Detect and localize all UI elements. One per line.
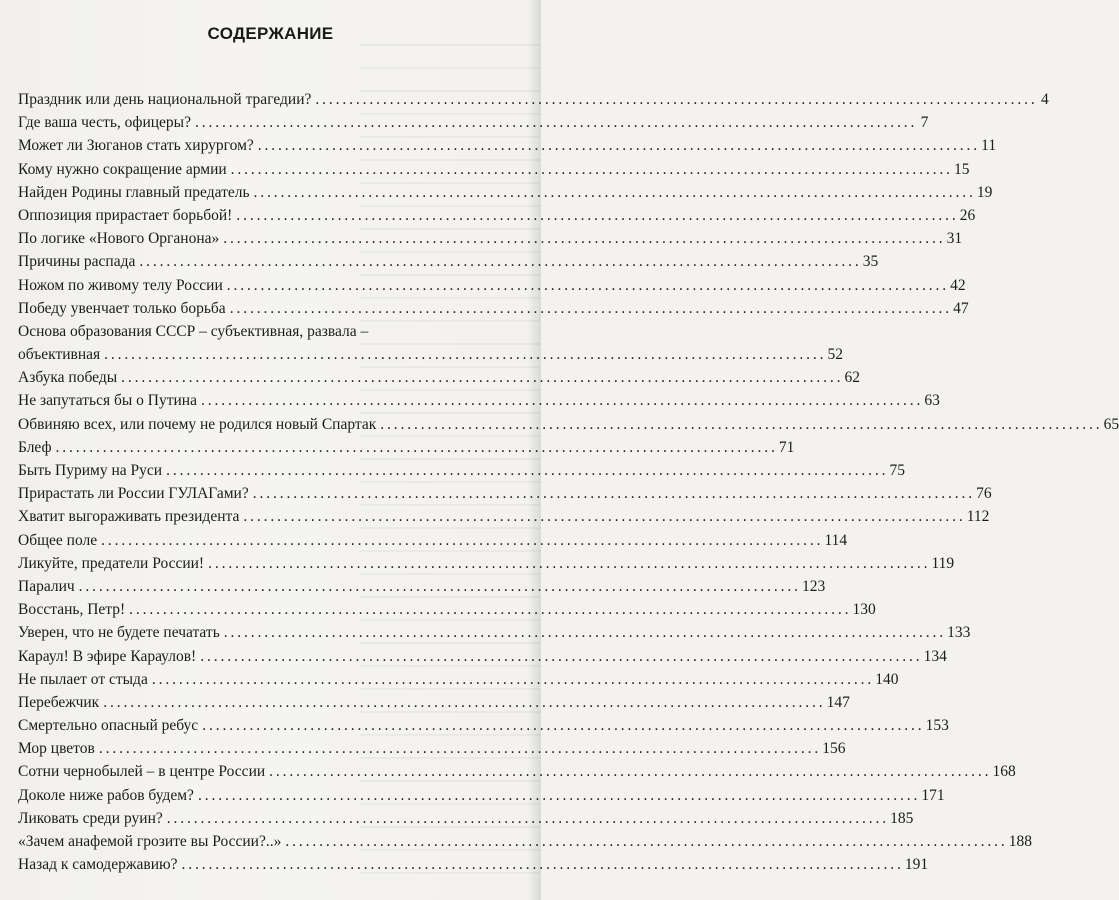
toc-entry-title: Может ли Зюганов стать хирургом? [18, 137, 254, 155]
toc-entry-page: 47 [953, 299, 969, 317]
toc-entry-page: 114 [824, 531, 848, 549]
toc-entry [18, 714, 949, 737]
toc-entry [18, 413, 1119, 436]
toc-entry-page: 42 [950, 276, 966, 294]
toc-entry-title: Паралич [18, 577, 75, 595]
toc-entry [18, 227, 963, 250]
toc-entry-title: Где ваша честь, офицеры? [18, 114, 191, 132]
toc-entry-title: Назад к самодержавию? [18, 856, 178, 874]
toc-entry-title: Быть Пуриму на Руси [18, 462, 163, 480]
toc-entry-title: Смертельно опасный ребус [18, 717, 199, 735]
toc-entry-page: 15 [954, 160, 970, 178]
dot-leader [104, 343, 823, 366]
toc-entry-page: 185 [890, 809, 914, 827]
toc-entry-page: 71 [778, 438, 795, 456]
toc-entry [18, 250, 879, 273]
dot-leader [285, 830, 1004, 853]
toc-entry [18, 691, 850, 714]
dot-leader [121, 366, 840, 389]
toc-entry-title: Перебежчик [18, 693, 100, 711]
toc-entry-title: Не запутаться бы о Путина [18, 392, 197, 410]
toc-entry-page: 65 [1103, 415, 1119, 433]
dot-leader [167, 807, 886, 830]
toc-entry-title: Основа образования СССР – субъективная, развала – [18, 322, 369, 340]
toc-entry-title: Оппозиция прирастает борьбой! [18, 206, 233, 224]
toc-entry-title: Ликуйте, предатели России! [18, 554, 205, 572]
toc-entry-title: Общее поле [18, 531, 98, 549]
dot-leader [269, 760, 988, 783]
toc-entry [18, 134, 997, 157]
dot-leader [202, 714, 921, 737]
toc-entry-title-continued: объективная [18, 346, 101, 364]
toc-entry [18, 181, 993, 204]
toc-entry [18, 204, 976, 227]
toc-entry-title: По логике «Нового Органона» [18, 230, 220, 248]
dot-leader [254, 181, 973, 204]
toc-entry-page: 52 [827, 346, 844, 364]
toc-entry-page: 130 [852, 601, 876, 619]
dot-leader [200, 645, 919, 668]
toc-entry [18, 807, 914, 830]
dot-leader [224, 621, 943, 644]
toc-entry-title: Кому нужно сокращение армии [18, 160, 227, 178]
toc-entry [18, 598, 876, 621]
toc-entry [18, 529, 848, 552]
dot-leader [129, 598, 848, 621]
dot-leader [258, 134, 977, 157]
toc-entry-page: 140 [875, 670, 899, 688]
toc-entry [18, 436, 795, 459]
toc-entry-second-line [18, 343, 843, 366]
dot-leader [152, 668, 871, 691]
dot-leader [253, 482, 972, 505]
toc-entry-page: 11 [981, 137, 997, 155]
toc-entry [18, 389, 940, 412]
toc-entry-page: 75 [889, 462, 905, 480]
toc-entry [18, 853, 929, 876]
toc-entry [18, 760, 1016, 783]
toc-entry [18, 320, 844, 366]
toc-entry [18, 668, 899, 691]
toc-entry [18, 459, 905, 482]
toc-entry-title: Ликовать среди руин? [18, 809, 163, 827]
toc-entry-page: 188 [1008, 833, 1032, 851]
toc-entry [18, 274, 966, 297]
toc-entry [18, 366, 860, 389]
table-of-contents [18, 88, 1119, 876]
dot-leader [201, 389, 920, 412]
toc-entry-title: Праздник или день национальной трагедии? [18, 91, 312, 108]
toc-entry-title: Доколе ниже рабов будем? [18, 786, 194, 804]
toc-entry-title: Уверен, что не будете печатать [18, 624, 220, 642]
toc-entry [18, 505, 990, 528]
toc-entry-page: 35 [862, 253, 879, 271]
toc-heading: СОДЕРЖАНИЕ [207, 24, 334, 43]
toc-entry-title: Найден Родины главный предатель [18, 183, 250, 201]
dot-leader [101, 529, 820, 552]
toc-entry-page: 168 [992, 763, 1016, 781]
toc-entry-page: 191 [904, 856, 929, 874]
toc-entry-page: 4 [1041, 91, 1049, 108]
toc-entry-wrapped [18, 320, 843, 366]
toc-entry [18, 297, 969, 320]
toc-entry-title: Блеф [18, 438, 52, 456]
toc-entry-title: Азбука победы [18, 369, 118, 387]
toc-entry-title: Победу увенчает только борьба [18, 299, 226, 317]
dot-leader [223, 227, 942, 250]
dot-leader [166, 459, 885, 482]
toc-entry-page: 133 [947, 624, 971, 642]
toc-entry [18, 830, 1032, 853]
toc-entry-page: 171 [921, 786, 945, 804]
toc-entry [18, 784, 945, 807]
toc-entry [18, 552, 955, 575]
toc-entry-page: 123 [802, 577, 826, 595]
toc-entry [18, 575, 826, 598]
dot-leader [99, 737, 818, 760]
dot-leader [103, 691, 822, 714]
toc-entry-page: 19 [976, 183, 993, 201]
toc-entry-title: Причины распада [18, 253, 136, 271]
toc-entry-page: 62 [844, 369, 860, 387]
toc-entry [18, 645, 947, 668]
dot-leader [181, 853, 900, 876]
dot-leader [79, 575, 798, 598]
toc-entry-title: Восстань, Петр! [18, 601, 126, 619]
toc-entry-page: 134 [923, 647, 947, 665]
toc-entry-page: 156 [822, 740, 846, 758]
toc-entry-page: 76 [976, 485, 992, 503]
toc-entry-page: 112 [966, 508, 990, 526]
toc-entry [18, 737, 846, 760]
dot-leader [380, 413, 1099, 436]
dot-leader [139, 250, 858, 273]
toc-entry-page: 26 [959, 206, 976, 224]
toc-entry [18, 111, 929, 134]
dot-leader [198, 784, 917, 807]
dot-leader [195, 111, 914, 134]
dot-leader [243, 505, 962, 528]
toc-entry [18, 88, 1049, 111]
dot-leader [208, 552, 927, 575]
toc-entry [18, 482, 992, 505]
dot-leader [315, 88, 1034, 111]
toc-entry-title: Мор цветов [18, 740, 95, 758]
dot-leader [56, 436, 775, 459]
toc-entry-title: Ножом по живому телу России [18, 276, 223, 294]
toc-entry-title: Сотни чернобылей – в центре России [18, 763, 266, 781]
dot-leader [236, 204, 955, 227]
toc-entry-page: 119 [931, 554, 955, 572]
toc-entry-page: 153 [925, 717, 949, 735]
dot-leader [227, 274, 946, 297]
toc-entry-page: 31 [946, 230, 963, 248]
toc-entry [18, 158, 970, 181]
toc-entry-page: 147 [826, 693, 850, 711]
dot-leader [231, 158, 950, 181]
toc-entry-title: «Зачем анафемой грозите вы России?..» [18, 833, 282, 851]
toc-entry-page: 7 [920, 114, 929, 132]
toc-entry-title: Не пылает от стыда [18, 670, 148, 688]
toc-entry-title: Караул! В эфире Караулов! [18, 647, 197, 665]
dot-leader [230, 297, 949, 320]
toc-entry [18, 621, 971, 644]
toc-entry-title: Хватит выгораживать президента [18, 508, 240, 526]
toc-entry-title: Прирастать ли России ГУЛАГами? [18, 485, 249, 503]
toc-entry-title: Обвиняю всех, или почему не родился новый Спартак [18, 415, 377, 433]
toc-entry-page: 63 [924, 392, 940, 410]
